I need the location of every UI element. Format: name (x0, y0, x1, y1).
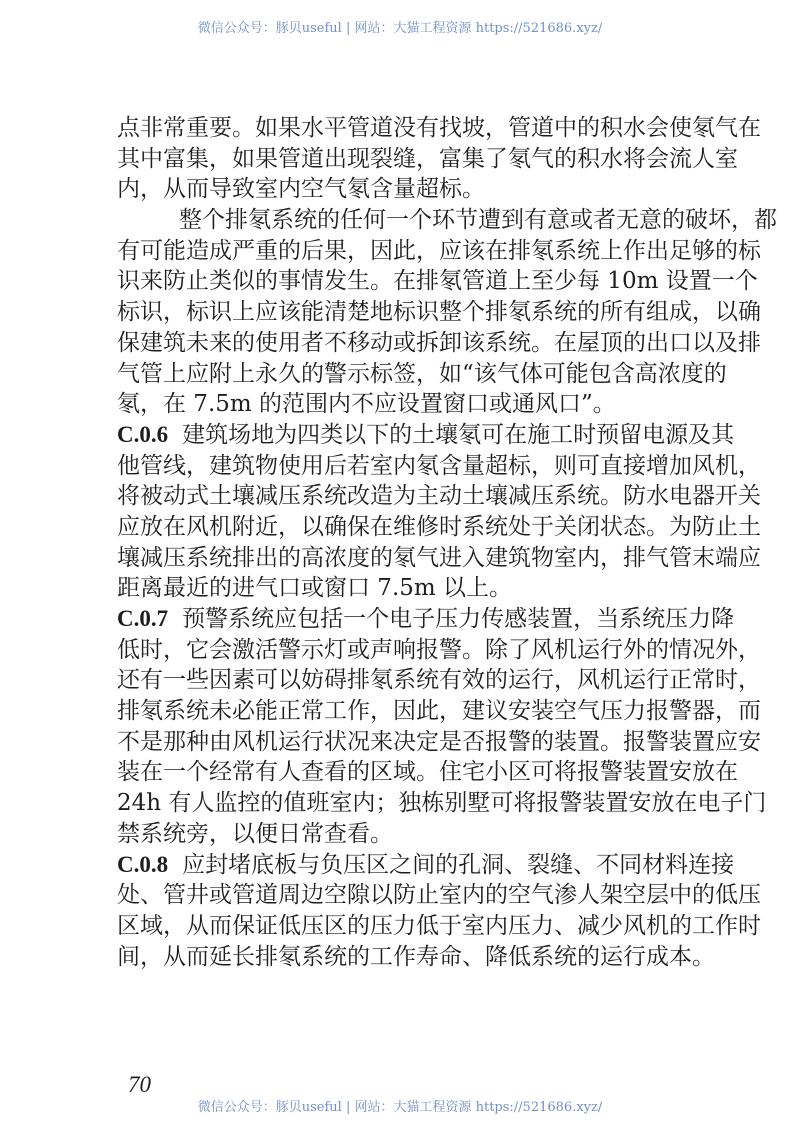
document-body (117, 113, 777, 972)
line-text: 24h 有人监控的值班室内；独栋别墅可将报警装置安放在电子门 (117, 790, 767, 817)
line-text: 整个排氡系统的任何一个环节遭到有意或者无意的破坏，都 (179, 207, 777, 234)
line-text: 他管线，建筑物使用后若室内氡含量超标，则可直接增加风机， (117, 452, 761, 479)
line-text: 点非常重要。如果水平管道没有找坡，管道中的积水会使氡气在 (117, 115, 761, 141)
line-text: 氡，在 7.5m 的范围内不应设置窗口或通风口”。 (117, 391, 616, 418)
clause-line (117, 850, 735, 881)
text-line (117, 451, 761, 482)
line-text: 壤减压系统排出的高浓度的氡气进入建筑物室内，排气管末端应 (117, 544, 761, 571)
text-line (117, 328, 761, 359)
clause-number: C.0.8 (117, 851, 169, 877)
text-line (117, 911, 761, 942)
text-line (117, 174, 683, 205)
text-line (117, 359, 727, 390)
line-text: 有可能造成严重的后果，因此，应该在排氡系统上作出足够的标 (117, 237, 761, 264)
line-text: 处、管井或管道周边空隙以防止室内的空气渗人架空层中的低压 (117, 882, 761, 909)
text-line (117, 727, 761, 758)
text-line (117, 236, 761, 267)
text-line (117, 696, 761, 727)
line-text: 禁系统旁，以便日常查看。 (117, 820, 393, 847)
line-text: 预警系统应包括一个电子压力传感装置，当系统压力降 (182, 606, 735, 632)
line-text: 区域，从而保证低压区的压力低于室内压力、减少风机的工作时 (117, 912, 761, 939)
line-text: 间，从而延长排氡系统的工作寿命、降低系统的运行成本。 (117, 943, 715, 970)
text-line (117, 757, 738, 788)
text-line (117, 113, 761, 144)
line-text: 识来防止类似的事情发生。在排氡管道上至少每 10m 设置一个 (117, 268, 758, 295)
line-text: 气管上应附上永久的警示标签，如“该气体可能包含高浓度的 (117, 360, 727, 387)
line-text: 应封堵底板与负压区之间的孔洞、裂缝、不同材料连接 (182, 851, 735, 878)
text-line (117, 389, 683, 420)
text-line (117, 880, 761, 911)
line-text: 标识，标识上应该能清楚地标识整个排氡系统的所有组成，以确 (117, 299, 761, 326)
text-line (117, 266, 758, 297)
line-text: 内，从而导致室内空气氡含量超标。 (117, 176, 485, 203)
text-line (117, 635, 761, 666)
line-text: 还有一些因素可以妨碍排氡系统有效的运行，风机运行正常时， (117, 667, 761, 694)
text-line (117, 512, 761, 543)
text-line (117, 481, 761, 512)
line-text: 排氡系统未必能正常工作，因此，建议安装空气压力报警器，而 (117, 698, 761, 725)
line-text: 将被动式土壤减压系统改造为主动土壤减压系统。防水电器开关 (117, 483, 761, 510)
line-text: 建筑场地为四类以下的土壤氡可在施工时预留电源及其 (182, 421, 735, 448)
clause-line (117, 604, 735, 635)
line-text: 低时，它会激活警示灯或声响报警。除了风机运行外的情况外， (117, 636, 761, 663)
watermark-header: 微信公众号：豚贝useful | 网站：大猫工程资源 https://521686.xyz/ (197, 21, 603, 36)
clause-line (117, 420, 735, 451)
clause-number: C.0.7 (117, 606, 169, 631)
text-line (117, 819, 683, 850)
line-text: 其中富集，如果管道出现裂缝，富集了氡气的积水将会流人室 (117, 145, 738, 172)
line-text: 保建筑未来的使用者不移动或拆卸该系统。在屋顶的出口以及排 (117, 329, 761, 356)
text-line (117, 144, 738, 175)
line-text: 装在一个经常有人查看的区域。住宅小区可将报警装置安放在 (117, 759, 738, 786)
clause-number: C.0.6 (117, 421, 169, 447)
line-text: 距离最近的进气口或窗口 7.5m 以上。 (117, 575, 513, 602)
line-text: 不是那种由风机运行状况来决定是否报警的装置。报警装置应安 (117, 728, 761, 755)
text-line (117, 942, 715, 973)
watermark-footer: 微信公众号：豚贝useful | 网站：大猫工程资源 https://521686.xyz/ (197, 1100, 603, 1115)
page-number: 70 (128, 1072, 151, 1097)
text-line (117, 573, 683, 604)
text-line (117, 788, 767, 819)
text-line (117, 665, 761, 696)
text-line (117, 543, 761, 574)
line-text: 应放在风机附近，以确保在维修时系统处于关闭状态。为防止土 (117, 513, 761, 540)
text-line (117, 297, 761, 328)
text-line (117, 205, 777, 236)
